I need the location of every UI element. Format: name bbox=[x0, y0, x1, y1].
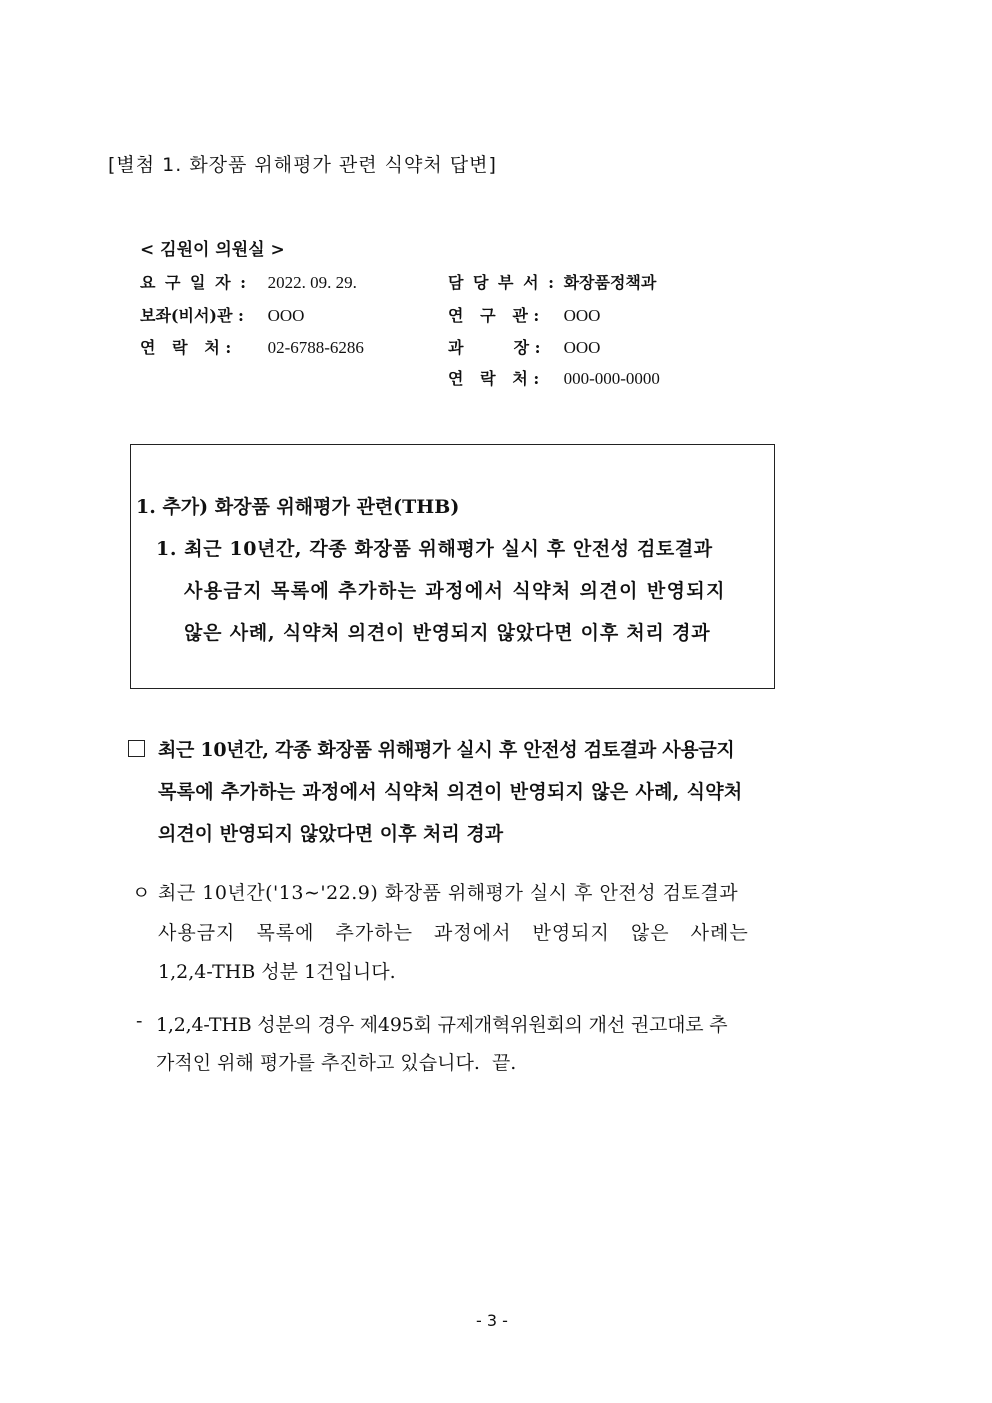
researcher-row bbox=[448, 303, 600, 326]
chief-label: 과 장 : bbox=[448, 338, 541, 357]
request-date-value: 2022. 09. 29. bbox=[267, 273, 357, 292]
dash-bullet-marker: - bbox=[136, 1010, 143, 1032]
answer-heading-line: 의견이 반영되지 않았다면 이후 처리 경과 bbox=[158, 823, 504, 845]
aide-label: 보좌(비서)관 : bbox=[140, 306, 244, 325]
bullet-line: 1,2,4-THB 성분 1건입니다. bbox=[158, 961, 396, 983]
bullet-line: 사용금지 목록에 추가하는 과정에서 반영되지 않은 사례는 bbox=[158, 922, 749, 944]
question-line: 사용금지 목록에 추가하는 과정에서 식약처 의견이 반영되지 bbox=[184, 580, 726, 602]
requester-contact-row bbox=[140, 335, 364, 358]
chief-row bbox=[448, 335, 600, 358]
requester-contact-value: 02-6788-6286 bbox=[267, 338, 364, 357]
aide-row bbox=[140, 303, 304, 326]
researcher-value: OOO bbox=[563, 306, 601, 325]
checkbox-square-icon bbox=[128, 740, 145, 757]
office-name: < 김원이 의원실 > bbox=[140, 240, 285, 260]
responder-contact-value: 000-000-0000 bbox=[563, 369, 660, 388]
aide-value: OOO bbox=[267, 306, 305, 325]
request-date-row bbox=[140, 270, 357, 293]
question-box bbox=[130, 444, 775, 689]
responder-contact-row bbox=[448, 366, 660, 389]
bullet-line: 최근 10년간('13∼'22.9) 화장품 위해평가 실시 후 안전성 검토결과 bbox=[158, 882, 739, 904]
circle-bullet-marker: ㅇ bbox=[132, 882, 151, 904]
attachment-title: [별첨 1. 화장품 위해평가 관련 식약처 답변] bbox=[108, 154, 497, 176]
request-date-label: 요 구 일 자 : bbox=[140, 273, 249, 292]
department-label: 담 당 부 서 : bbox=[448, 273, 557, 292]
answer-heading-line: 목록에 추가하는 과정에서 식약처 의견이 반영되지 않은 사례, 식약처 bbox=[158, 781, 743, 803]
question-heading: 1. 추가) 화장품 위해평가 관련(THB) bbox=[136, 496, 460, 518]
department-row bbox=[448, 270, 656, 293]
page-number: - 3 - bbox=[476, 1311, 508, 1330]
chief-value: OOO bbox=[563, 338, 601, 357]
question-line: 1. 최근 10년간, 각종 화장품 위해평가 실시 후 안전성 검토결과 bbox=[156, 538, 713, 560]
requester-contact-label: 연 락 처 : bbox=[140, 338, 232, 357]
researcher-label: 연 구 관 : bbox=[448, 306, 540, 325]
answer-heading-line: 최근 10년간, 각종 화장품 위해평가 실시 후 안전성 검토결과 사용금지 bbox=[158, 739, 735, 761]
question-line: 않은 사례, 식약처 의견이 반영되지 않았다면 이후 처리 경과 bbox=[184, 622, 711, 644]
department-value: 화장품정책과 bbox=[563, 273, 657, 292]
responder-contact-label: 연 락 처 : bbox=[448, 369, 540, 388]
bullet-line: 가적인 위해 평가를 추진하고 있습니다. 끝. bbox=[156, 1052, 517, 1074]
bullet-line: 1,2,4-THB 성분의 경우 제495회 규제개혁위원회의 개선 권고대로 추 bbox=[156, 1014, 728, 1036]
